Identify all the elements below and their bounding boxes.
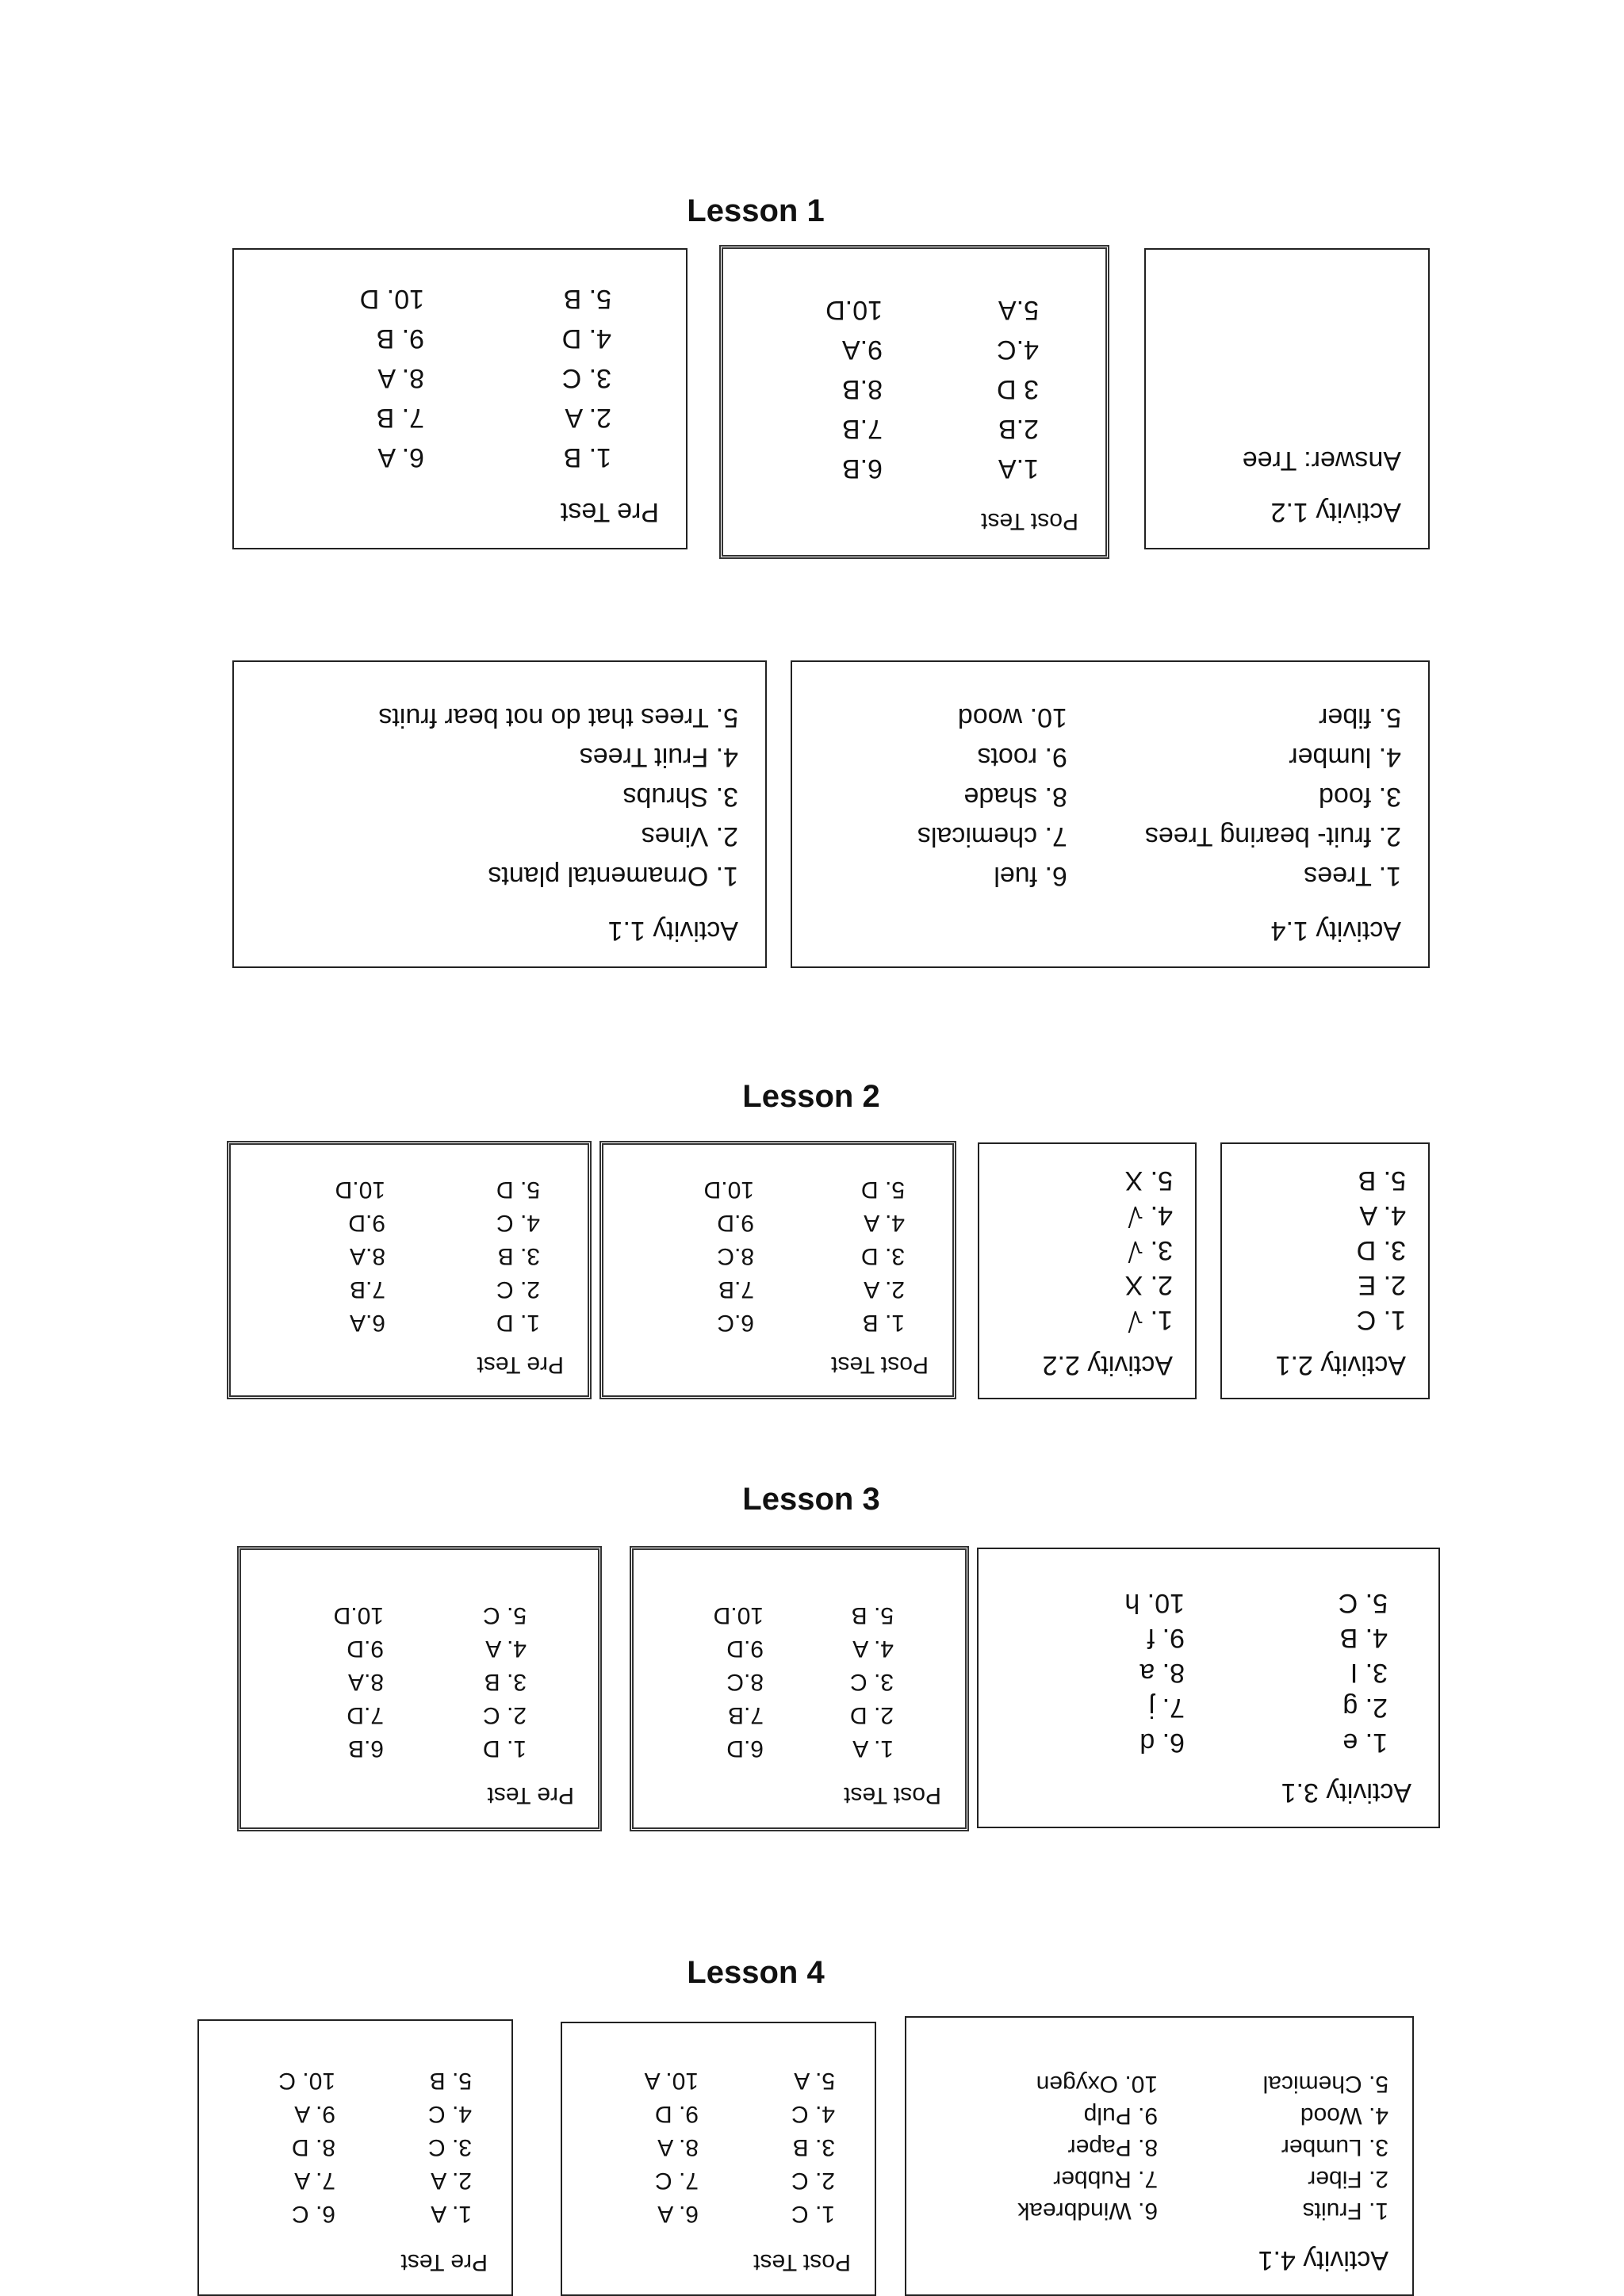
box-title: Activity 1.4 <box>1270 916 1401 946</box>
answer-item: 3. C <box>561 363 611 393</box>
answer-item: 9. f <box>1147 1623 1185 1653</box>
lesson-3-pre-test-box <box>237 1546 602 1831</box>
box-title: Activity 2.2 <box>1042 1350 1173 1380</box>
answer-item: 8. a <box>1139 1658 1185 1688</box>
answer-item: 2.B <box>998 414 1039 444</box>
answer-item: 3 D <box>997 374 1039 404</box>
answer-item: 8. D <box>291 2134 335 2160</box>
answer-item: 9.D <box>726 1636 764 1662</box>
answer-item: 2. D <box>849 1702 894 1728</box>
answer-item: 4. B <box>1339 1623 1388 1653</box>
answer-item: 9. B <box>376 323 424 354</box>
answer-item: 10. D <box>359 284 424 314</box>
answer-item: 2. C <box>482 1702 527 1728</box>
answer-item: 3. D <box>860 1243 905 1269</box>
box-title: Post Test <box>831 1352 929 1378</box>
lesson-1-activity-1-4-box <box>791 660 1430 968</box>
answer-item: 5. fiber <box>1319 702 1401 733</box>
answer-item: 6. A <box>657 2201 699 2227</box>
answer-item: 8. shade <box>963 782 1067 812</box>
answer-item: 7.B <box>841 414 883 444</box>
lesson-1-activity-1-2-box <box>1144 248 1430 549</box>
answer-item: 10. wood <box>957 702 1067 733</box>
answer-item: 2. Vines <box>641 821 738 851</box>
answer-item: 1. C <box>1356 1305 1406 1335</box>
answer-item: 1. Trees <box>1304 861 1401 891</box>
answer-item: 2. C <box>791 2168 835 2194</box>
answer-item: 7. Rubber <box>1053 2166 1159 2192</box>
answer-item: 5.A <box>998 295 1039 325</box>
box-title: Activity 1.1 <box>607 916 738 946</box>
answer-item: 5. D <box>860 1177 905 1203</box>
answer-item: 4. Wood <box>1300 2103 1388 2129</box>
lesson-2-activity-2-1-box <box>1220 1142 1430 1399</box>
answer-item: 2. C <box>496 1276 540 1303</box>
answer-item: 2. A <box>565 403 611 433</box>
lesson-2-heading: Lesson 2 <box>742 1079 880 1114</box>
answer-item: 8.C <box>726 1669 764 1695</box>
lesson-1-post-test-box <box>719 245 1109 559</box>
answer-item: 5. B <box>851 1602 894 1628</box>
box-title: Activity 2.1 <box>1275 1350 1406 1380</box>
box-title: Post Test <box>981 508 1078 534</box>
answer-item: 10. A <box>644 2068 699 2094</box>
lesson-4-pre-test-box <box>197 2019 513 2296</box>
answer-item: 3. Lumber <box>1281 2134 1388 2160</box>
answer-item: 7.B <box>727 1702 764 1728</box>
answer-item: 8. A <box>377 363 424 393</box>
answer-item: 9.D <box>348 1210 385 1236</box>
answer-item: 2. Fiber <box>1308 2166 1388 2192</box>
lesson-2-post-test-box <box>599 1141 956 1399</box>
answer-item: 2. A <box>431 2168 472 2194</box>
answer-item: 6.C <box>717 1310 754 1336</box>
box-title: Pre Test <box>560 497 659 527</box>
answer-item: 8.C <box>717 1243 754 1269</box>
answer-item: 7.D <box>347 1702 384 1728</box>
lesson-2-activity-2-2-box <box>978 1142 1197 1399</box>
lesson-1-heading: Lesson 1 <box>687 193 825 228</box>
answer-item: 2. X <box>1124 1270 1173 1300</box>
answer-item: 5. B <box>563 284 611 314</box>
lesson-1-activity-1-1-box <box>232 660 767 968</box>
answer-item: 10.D <box>713 1602 764 1628</box>
answer-item: 3. Shrubs <box>622 782 738 812</box>
answer-item: 1. B <box>563 442 611 473</box>
answer-item: 6. Windbreak <box>1017 2198 1159 2224</box>
answer-item: 4. A <box>1359 1200 1406 1230</box>
lesson-2-pre-test-box <box>227 1141 592 1399</box>
answer-item: 3. C <box>849 1669 894 1695</box>
answer-item: 1. D <box>496 1310 540 1336</box>
answer-item: 1. Ornamental plants <box>488 861 738 891</box>
answer-item: 4. Fruit Trees <box>579 742 738 772</box>
answer-item: 4. A <box>852 1636 894 1662</box>
answer-item: 4.C <box>997 335 1039 365</box>
answer-item: 1. e <box>1342 1728 1388 1758</box>
answer-item: 5. Trees that do not bear fruits <box>378 702 738 733</box>
answer-item: 3. I <box>1350 1658 1388 1688</box>
answer-item: 1. Fruits <box>1302 2198 1388 2224</box>
answer-item: 6.A <box>349 1310 385 1336</box>
answer-item: 3. food <box>1319 782 1401 812</box>
answer-item: 8. Paper <box>1067 2134 1159 2160</box>
answer-item: 8.A <box>349 1243 385 1269</box>
answer-item: 1. D <box>482 1735 527 1762</box>
answer-item: 10. Oxygen <box>1036 2071 1159 2097</box>
answer-item: 10.D <box>333 1602 384 1628</box>
answer-item: 1. C <box>791 2201 835 2227</box>
box-title: Activity 1.2 <box>1270 497 1401 527</box>
answer-item: 6.D <box>726 1735 764 1762</box>
answer-item: 4. lumber <box>1289 742 1401 772</box>
answer-item: 4. √ <box>1128 1200 1173 1230</box>
answer-item: 2. E <box>1358 1270 1406 1300</box>
answer-item: 4. A <box>485 1636 527 1662</box>
box-title: Post Test <box>753 2249 851 2275</box>
answer-item: 2. g <box>1342 1693 1388 1723</box>
answer-text: Answer: Tree <box>1242 446 1401 476</box>
box-title: Activity 4.1 <box>1258 2245 1388 2275</box>
answer-item: 3. B <box>484 1669 527 1695</box>
answer-item: 5. B <box>1358 1165 1406 1196</box>
answer-item: 6. d <box>1139 1728 1185 1758</box>
answer-item: 8.A <box>347 1669 384 1695</box>
answer-item: 1.A <box>998 453 1039 484</box>
answer-item: 10. h <box>1124 1588 1185 1618</box>
answer-item: 4. A <box>864 1210 905 1236</box>
answer-item: 10.D <box>825 295 883 325</box>
answer-item: 6.B <box>841 453 883 484</box>
answer-item: 9. A <box>294 2101 335 2127</box>
answer-item: 5. Chemical <box>1262 2071 1388 2097</box>
answer-item: 6. fuel <box>994 861 1067 891</box>
answer-item: 3. C <box>427 2134 472 2160</box>
lesson-3-activity-3-1-box <box>977 1548 1440 1828</box>
answer-item: 9. roots <box>977 742 1067 772</box>
answer-item: 8.B <box>841 374 883 404</box>
answer-item: 6. A <box>377 442 424 473</box>
answer-item: 1. A <box>431 2201 472 2227</box>
lesson-4-activity-4-1-box <box>905 2016 1414 2296</box>
answer-item: 4. D <box>561 323 611 354</box>
answer-item: 5. X <box>1124 1165 1173 1196</box>
box-title: Pre Test <box>477 1352 564 1378</box>
lesson-1-pre-test-box <box>232 248 688 549</box>
answer-item: 7. C <box>654 2168 699 2194</box>
answer-item: 7. j <box>1148 1693 1185 1723</box>
answer-item: 5. C <box>482 1602 527 1628</box>
answer-item: 2. A <box>864 1276 905 1303</box>
answer-item: 7.B <box>718 1276 754 1303</box>
box-title: Pre Test <box>487 1782 574 1808</box>
box-title: Post Test <box>844 1782 941 1808</box>
answer-item: 7. A <box>294 2168 335 2194</box>
answer-item: 9. Pulp <box>1083 2103 1159 2129</box>
answer-item: 7. B <box>376 403 424 433</box>
answer-item: 5. C <box>1338 1588 1388 1618</box>
answer-item: 1. √ <box>1128 1305 1173 1335</box>
answer-item: 4. C <box>791 2101 835 2127</box>
answer-item: 9.D <box>717 1210 754 1236</box>
answer-item: 9.D <box>347 1636 384 1662</box>
answer-item: 1. B <box>862 1310 905 1336</box>
answer-item: 1. A <box>852 1735 894 1762</box>
lesson-3-post-test-box <box>630 1546 969 1831</box>
answer-item: 5. A <box>794 2068 835 2094</box>
answer-item: 4. C <box>496 1210 540 1236</box>
answer-item: 7. chemicals <box>917 821 1067 851</box>
answer-item: 8. A <box>657 2134 699 2160</box>
lesson-4-heading: Lesson 4 <box>687 1955 825 1990</box>
lesson-3-heading: Lesson 3 <box>742 1482 880 1517</box>
answer-item: 10.D <box>703 1177 754 1203</box>
answer-item: 3. √ <box>1128 1235 1173 1265</box>
answer-item: 10.D <box>335 1177 385 1203</box>
answer-item: 9. D <box>654 2101 699 2127</box>
answer-item: 7.B <box>349 1276 385 1303</box>
answer-item: 2. fruit- bearing Trees <box>1144 821 1401 851</box>
lesson-4-post-test-box <box>561 2022 876 2296</box>
answer-item: 3. B <box>497 1243 540 1269</box>
box-title: Pre Test <box>400 2249 488 2275</box>
answer-item: 4. C <box>427 2101 472 2127</box>
answer-item: 3. B <box>792 2134 835 2160</box>
answer-item: 5. D <box>496 1177 540 1203</box>
answer-item: 3. D <box>1356 1235 1406 1265</box>
answer-item: 10. C <box>278 2068 335 2094</box>
box-title: Activity 3.1 <box>1281 1777 1411 1808</box>
answer-item: 6. C <box>291 2201 335 2227</box>
answer-item: 9.A <box>841 335 883 365</box>
answer-item: 5. B <box>429 2068 472 2094</box>
answer-item: 6.B <box>347 1735 384 1762</box>
